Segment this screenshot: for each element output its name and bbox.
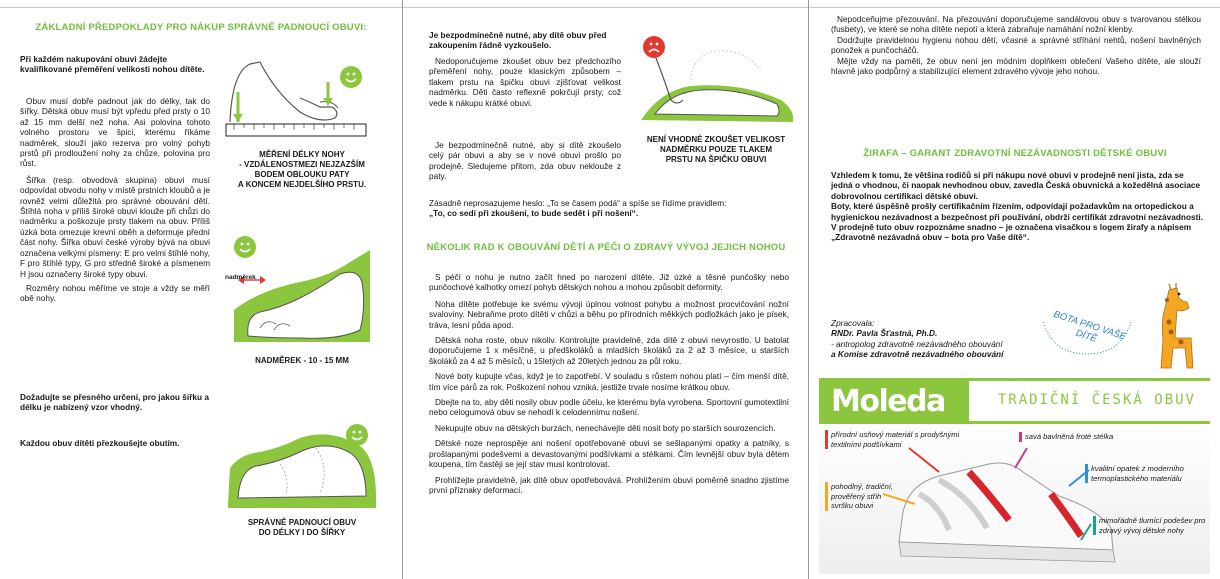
shoe-feature-area [819,424,1210,574]
paragraph-text: Nedoporučujeme zkoušet obuv bez předchozího přeměření nohy, pouze klasickým způsobem – tlakem prstu na špičku obuvi zjišťovat velikost nadměrku. Děti často reflexně pokrčují prsty, což vede k nákupu krátké obuvi. [429,56,621,108]
toe-space-label: nadměrek [225,274,256,281]
paragraph [429,56,621,108]
callout-text: mimořádně tlumící podešev pro zdravý vývoj dětské nohy [1099,516,1206,535]
happy-smiley-icon [340,66,362,88]
paragraph: Vzhledem k tomu, že většina rodičů si při nákupu nové obuvi v prodejně není jista, zda se jedná o vhodnou, či naopak nevhodnou obuv, zavedla Česká obuvnická a kožedělná asociace dobrovolnou certifikaci dětské obuvi. [831,170,1201,201]
feature-callout [831,430,981,449]
caption-line: PRSTU NA ŠPIČKU OBUVI [665,155,767,164]
happy-smiley-icon [234,236,256,258]
section-title: ŽIRAFA – GARANT ZDRAVOTNÍ NEZÁVADNOSTI DĚTSKÉ OBUVI [863,148,1167,159]
credit-name: RNDr. Pavla Šťastná, Ph.D. [831,328,938,339]
section-title: NĚKOLIK RAD K OBOUVÁNÍ DĚTÍ A PÉČI O ZDRAVÝ VÝVOJ JEJICH NOHOU [426,242,786,253]
intro-text: Při každém nakupování obuvi žádejte kvalifikované přeměření velikosti nohou dítěte. [20,54,205,75]
caption-line: DO DÉLKY I DO ŠÍŘKY [258,528,346,537]
caption-line: SPRÁVNĚ PADNOUCÍ OBUV [247,518,357,527]
paragraph: V prodejně tuto obuv rozpoznáme snadno – je označena visačkou s logem žirafy a nápisem „Zdravotně nezávadná obuv – bota pro Vaše dítě“. [831,222,1192,243]
callout-text: přírodní usňový materiál s prodyšnými textilními podšívkami [831,430,960,449]
advice-paragraph: Nové boty kupujte včas, když je to zapotřebí. V souladu s růstem nohou platí – čím menší dítě, tím více párů za rok. Poškození nohou vzniká, jestliže trvale nosíme krátkou obuv. [429,371,789,392]
brand-banner [819,378,1210,424]
advice-paragraph: Dbejte na to, aby děti nosily obuv podle účelu, ke kterému byla vyrobena. Sportovní gumotextilní nebo celogumová obuv se nehodí k celodennímu nošení. [429,397,789,418]
panel-right [808,0,1220,579]
motto-intro: Zásadně neprosazujeme heslo: „To se časem podá“ a spíše se řídíme pravidlem: [429,198,727,208]
certification-text [831,170,1205,243]
sad-smiley-icon [643,36,665,58]
credit-org: a Komise zdravotně nezávadného obouvání [831,349,1004,360]
advice-paragraph: Nekupujte obuv na dětských burzách, nenechávejte děti nosit boty po starších sourozencích. [435,422,776,433]
feature-callout [1099,516,1209,535]
feature-callout [1091,464,1209,483]
advice-list [429,272,789,495]
moleda-logo: Moleda [831,384,945,419]
advice-paragraph: Prohlížejte pravidelně, jak dítě obuv opotřebovává. Prohlížením obuvi poměrně snadno zjistíme první příznaky deformací. [429,474,789,495]
paragraph-bold: Dožadujte se přesného určení, pro jakou šířku a délku je nabízený vzor vhodný. [20,392,210,413]
advice-paragraph: Dětská noha roste, obuv nikoliv. Kontrolujte pravidelně, zda dítě z obuvi nevyrostlo. U batolat doporučujeme 1 x měsíčně, u předškoláků a mladších školáků za 2 až 3 měsíce, u starších školáků za 4 až 5 měsíců, u 15letých až 20letých jednou za půl roku. [429,335,789,366]
caption-line: MĚŘENÍ DÉLKY NOHY [259,150,345,159]
paragraph [429,140,621,182]
callout-text: savá bavlněná froté stélka [1025,432,1114,441]
paragraph-text: Je bezpodmínečně nutné, aby si dítě zkoušelo celý pár obuvi a aby se v nové obuvi prošlo po prodejně. Sledujeme přitom, zda obuv neklouže z paty. [429,140,621,182]
caption-line: NENÍ VHODNÉ ZKOUŠET VELIKOST [646,135,786,144]
happy-smiley-icon [346,424,368,446]
figure-caption [633,135,799,165]
feature-callout [1025,432,1155,442]
brand-slogan: TRADIČNÍ ČESKÁ OBUV [997,392,1196,408]
paragraph: Dodržujte pravidelnou hygienu nohou dětí, včasné a správné stříhání nehtů, nošení bavlněných ponožek a punčocháčů. [831,34,1201,56]
hygiene-text [831,14,1201,76]
motto-block [429,198,799,219]
stamp-seal [1035,310,1139,362]
advice-paragraph: Dětské noze neprospěje ani nošení opotřebované obuvi se sešlapanými opatky a patníky, s prošlapanými podešvemi a devastovanými podšívkami a stélkami. Čím levnější obuv byla dětem koupena, tím častěji se její stav musí kontrolovat. [429,438,789,470]
credit-label: Zpracovala: [831,318,875,328]
giraffe-logo [1143,280,1207,370]
credit-role: - antropolog zdravotně nezávadného obouvání [831,338,1003,349]
paragraph-bold: Každou obuv dítěti přezkoušejte obutím. [20,438,180,448]
figure-caption: NADMĚREK - 10 - 15 MM [255,356,349,365]
motto-quote: „To, co sedí při zkoušení, to bude sedět i při nošení“. [429,208,639,219]
paragraph: Nepodceňujme přezouvání. Na přezouvání doporučujeme sandálovou obuv s tvarovanou stélkou (fusbety), ve které se noha dítěte nepotí a která zabraňuje namáhání nožní klenby. [831,14,1201,35]
section-title: ZÁKLADNÍ PŘEDPOKLADY PRO NÁKUP SPRÁVNĚ PADNOUCÍ OBUVI: [35,22,367,33]
paragraph: Šířka (resp. obvodová skupina) obuvi musí odpovídat obvodu nohy v místě prstních kloubů a je rovněž velmi důležitá pro správné obouvání dětí. Štíhlá noha v příliš široké obuvi klouže při chůzi do nadměrku a poškozuje prsty tlakem na obuv. Příliš úzká bota omezuje krevní oběh a deformuje přední část nohy. Šířka obuvi české výroby bývá na obuvi označena velkými písmeny: E pro velmi štíhlé nohy, F pro štíhlé typy, G pro středně široké a písmenem H jsou označeny široké typy obuvi. [20,174,210,279]
figure-caption [222,518,382,538]
paragraph: Boty, které úspěšně prošly certifikačním řízením, odpovídají požadavkům na ortopedickou a hygienickou nezávadnost a bezpečnost při používání, obdrží certifikát zdravotní nezávadnosti. [831,201,1204,222]
panel-middle [402,0,808,579]
caption-line: - VZDÁLENOSTMEZI NEJZAZŠÍM [239,160,365,169]
panel-left [0,0,402,579]
caption-line: BODEM OBLOUKU PATY [254,170,350,179]
feature-callout [831,482,901,511]
callout-text: pohodlný, tradiční, prověřený střih svršku obuvi [831,482,894,510]
caption-line: A KONCEM NEJDELŠÍHO PRSTU. [237,180,367,189]
paragraph: Rozměry nohou měříme ve stoje a vždy se měří obě nohy. [20,282,210,304]
paragraph: Obuv musí dobře padnout jak do délky, tak do šířky. Dětská obuv musí být vpředu před prsty o 10 až 15 mm delší než noha. Asi polovina tohoto volného prostoru ve špici, kterému říkáme nadměrek, slouží jako rezerva pro volný pohyb prstů při prodloužení nohy za chůze, polovina pro růst. [20,96,210,169]
advice-paragraph: S péčí o nohu je nutno začít hned po narození dítěte. Již úzké a těsné punčošky nebo punčochové kalhotky omezí pohyb dětských nohou a mohou způsobit deformity. [429,272,789,293]
stamp-text: BOTA PRO VAŠE DÍTĚ [1052,308,1128,345]
caption-line: NADMĚRKU POUZE TLAKEM [660,145,772,154]
callout-text: kvalitní opatek z moderního termoplastického materiálu [1091,464,1184,483]
advice-paragraph: Noha dítěte potřebuje ke svému vývoji úplnou volnost pohybu a možnost procvičování nožní svaloviny. Nebraňme proto dítěti v chůzi a běhu po přírodních měkkých podložkách jako je písek, tráva, lesní půda apod. [429,298,789,330]
text-block [20,96,210,304]
figure-caption [222,150,382,190]
paragraph: Mějte vždy na paměti, že obuv není jen módním doplňkem oblečení Vašeho dítěte, ale slouží hlavně jako podpůrný a stabilizující element zdravého vývoje jeho nohou. [831,55,1201,77]
intro-text: Je bezpodmínečně nutné, aby dítě obuv před zakoupením řádně vyzkoušelo. [429,30,607,51]
